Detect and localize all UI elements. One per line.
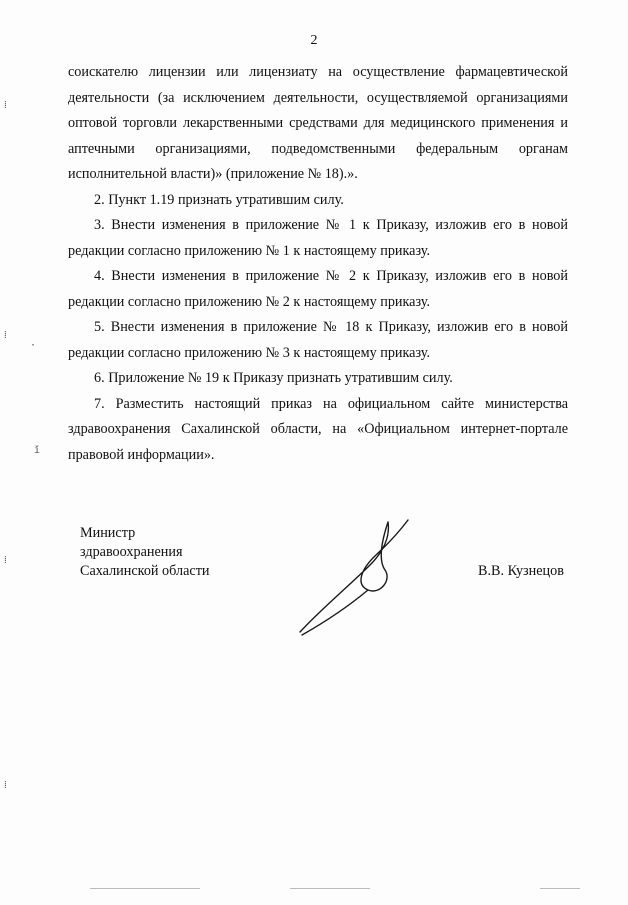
signatory-title <box>80 524 209 581</box>
paragraph-item-5: 5. Внести изменения в приложение № 18 к Приказу, изложив его в новой редакции согласно приложению № 3 к настоящему приказу. <box>68 319 568 361</box>
page-number: 2 <box>310 33 318 48</box>
paragraph-item-2: 2. Пункт 1.19 признать утратившим силу. <box>94 191 344 208</box>
paragraph-item-3: 3. Внести изменения в приложение № 1 к Приказу, изложив его в новой редакции согласно приложению № 1 к настоящему приказу. <box>68 217 568 259</box>
scan-artifact-mark: ⁞ <box>4 780 7 791</box>
signatory-title-line-1: Министр <box>80 525 136 541</box>
scan-artifact-mark: ǐ <box>34 445 41 456</box>
scan-artifact-mark: · <box>30 340 37 351</box>
scan-artifact-line <box>90 888 200 889</box>
paragraph-item-6: 6. Приложение № 19 к Приказу признать утратившим силу. <box>94 370 453 386</box>
scan-artifact-line <box>540 888 580 889</box>
scan-artifact-line <box>290 888 370 889</box>
paragraph-item-4: 4. Внести изменения в приложение № 2 к Приказу, изложив его в новой редакции согласно приложению № 2 к настоящему приказу. <box>68 268 568 310</box>
handwritten-signature <box>290 510 420 640</box>
paragraph-continuation: соискателю лицензии или лицензиату на осуществление фармацевтической деятельности (за исключением деятельности, осуществляемой организациями оптовой торговли лекарственными средствами для медицинского применения и аптечными организациями, подведомственными федеральным органам исполнительной власти)» (приложение № 18).». <box>68 64 568 182</box>
scan-artifact-mark: ⁞ <box>4 330 7 341</box>
signatory-name: В.В. Кузнецов <box>478 563 564 579</box>
document-body <box>68 60 568 468</box>
scan-artifact-mark: ⁞ <box>4 100 7 111</box>
signatory-title-line-2: здравоохранения <box>80 544 183 560</box>
paragraph-item-7: 7. Разместить настоящий приказ на официальном сайте министерства здравоохранения Сахалинской области, на «Официальном интернет-портале правовой информации». <box>68 395 568 463</box>
scan-artifact-mark: ⁞ <box>4 555 7 566</box>
signatory-title-line-3: Сахалинской области <box>80 563 210 579</box>
